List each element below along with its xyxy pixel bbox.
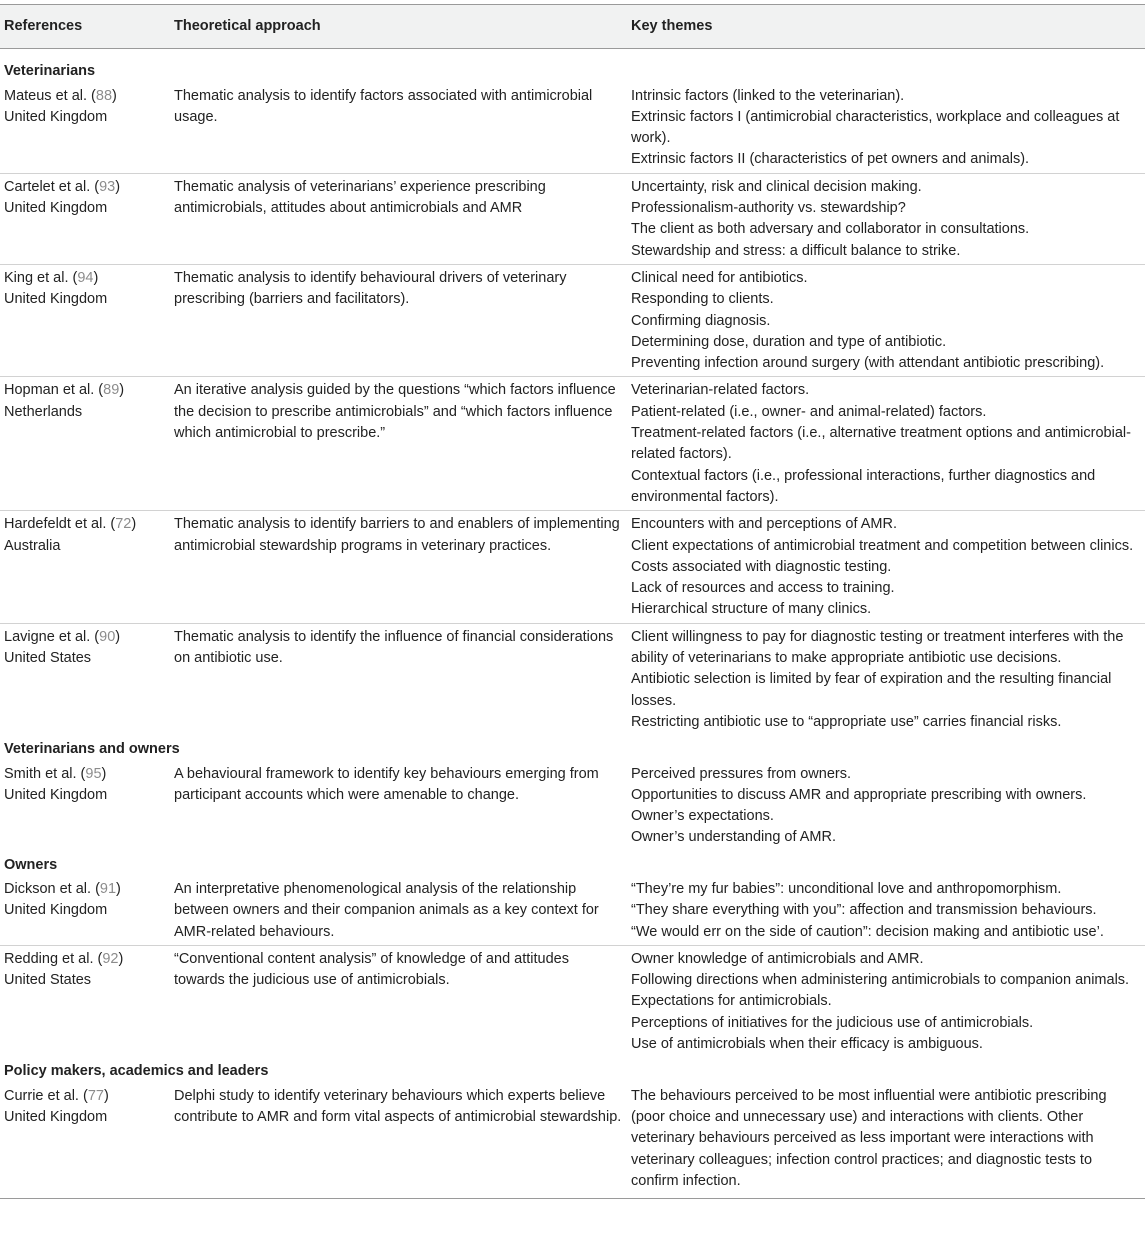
reference-country: United Kingdom	[4, 1108, 108, 1125]
table-row	[0, 511, 1145, 623]
reference-country: Netherlands	[4, 403, 83, 420]
table-row	[0, 377, 1145, 511]
reference-author: Cartelet et al. (	[4, 178, 100, 195]
theme-item: Intrinsic factors (linked to the veterinarian).	[631, 87, 905, 104]
reference-country: United Kingdom	[4, 902, 108, 919]
approach-cell: A behavioural framework to identify key behaviours emerging from participant accounts which were amenable to change.	[174, 765, 599, 803]
reference-close-paren: )	[103, 1087, 109, 1104]
section-title: Owners	[4, 856, 58, 873]
theme-item: Client willingness to pay for diagnostic testing or treatment interferes with the ability of veterinarians to make appropriate antibiotic use decisions.	[631, 628, 1124, 667]
theme-item: Lack of resources and access to training.	[631, 580, 895, 597]
reference-line	[4, 627, 166, 648]
reference-close-paren: )	[119, 382, 125, 399]
table-row	[0, 761, 1145, 851]
reference-country: United Kingdom	[4, 200, 108, 217]
section-row	[0, 49, 1145, 83]
section-title: Policy makers, academics and leaders	[4, 1063, 269, 1080]
reference-number-link[interactable]: 92	[102, 950, 119, 967]
reference-number-link[interactable]: 88	[95, 87, 113, 104]
reference-line	[4, 380, 166, 401]
themes-cell	[627, 83, 1145, 174]
theme-item: The client as both adversary and collaborator in consultations.	[631, 221, 1030, 238]
themes-cell	[627, 173, 1145, 264]
themes-cell	[627, 876, 1145, 945]
table-row	[0, 945, 1145, 1057]
reference-close-paren: )	[131, 516, 137, 533]
theme-item: Clinical need for antibiotics.	[631, 269, 808, 286]
themes-cell	[627, 761, 1145, 851]
approach-cell: Delphi study to identify veterinary behaviours which experts believe contribute to AMR and form vital aspects of antimicrobial stewardship.	[170, 1083, 627, 1199]
themes-cell	[627, 945, 1145, 1057]
reference-close-paren: )	[115, 628, 121, 645]
section-row	[0, 735, 1145, 760]
reference-author: Hopman et al. (	[4, 382, 104, 399]
reference-line	[4, 177, 166, 198]
reference-country: United States	[4, 650, 92, 667]
theme-item: Professionalism-authority vs. stewardship?	[631, 200, 906, 217]
theme-item: Use of antimicrobials when their efficacy is ambiguous.	[631, 1036, 983, 1053]
reference-author: Mateus et al. (	[4, 87, 96, 104]
reference-cell	[0, 173, 170, 264]
reference-cell	[0, 377, 170, 511]
reference-close-paren: )	[112, 87, 117, 104]
reference-cell	[0, 876, 170, 945]
reference-line	[4, 268, 166, 289]
header-themes: Key themes	[627, 5, 1145, 49]
reference-close-paren: )	[115, 178, 121, 195]
theme-item: Client expectations of antimicrobial treatment and competition between clinics.	[631, 537, 1134, 554]
reference-number-link[interactable]: 72	[115, 516, 132, 533]
theme-item: Extrinsic factors I (antimicrobial characteristics, workplace and colleagues at work).	[631, 108, 1120, 147]
reference-country: United Kingdom	[4, 108, 108, 125]
table-row	[0, 1083, 1145, 1199]
approach-cell: An iterative analysis guided by the questions “which factors influence the decision to prescribe antimicrobials” and “which factors influence which antimicrobial to prescribe.”	[170, 377, 627, 511]
theme-item: Patient-related (i.e., owner- and animal-related) factors.	[631, 403, 987, 420]
reference-cell	[0, 623, 170, 735]
reference-author: Dickson et al. (	[4, 880, 100, 897]
table-header	[0, 5, 1145, 49]
reference-line	[4, 879, 166, 900]
reference-cell	[0, 83, 170, 174]
theme-item: Encounters with and perceptions of AMR.	[631, 516, 897, 533]
reference-country: United States	[4, 972, 92, 989]
table-body	[0, 49, 1145, 1199]
reference-country: United Kingdom	[4, 291, 108, 308]
reference-cell	[0, 1083, 170, 1199]
theme-item: Treatment-related factors (i.e., alternative treatment options and antimicrobial-related factors).	[631, 425, 1131, 463]
reference-author: Redding et al. (	[4, 950, 103, 967]
theme-item: Expectations for antimicrobials.	[631, 993, 832, 1010]
reference-country: Australia	[4, 537, 61, 554]
approach-cell: Thematic analysis of veterinarians’ experience prescribing antimicrobials, attitudes about antimicrobials and AMR	[170, 173, 627, 264]
section-title: Veterinarians and owners	[4, 741, 180, 758]
reference-number-link[interactable]: 89	[103, 382, 120, 399]
reference-cell	[0, 264, 170, 376]
theme-item: Contextual factors (i.e., professional interactions, further diagnostics and environmental factors).	[631, 467, 1096, 505]
table-row	[0, 623, 1145, 735]
theme-item: Owner’s expectations.	[631, 808, 774, 825]
reference-number-link[interactable]: 77	[87, 1087, 104, 1104]
reference-line	[4, 764, 166, 785]
section-title: Veterinarians	[4, 63, 96, 80]
reference-author: Lavigne et al. (	[4, 628, 100, 645]
themes-cell	[627, 264, 1145, 376]
reference-close-paren: )	[118, 950, 124, 967]
header-references: References	[0, 5, 170, 49]
themes-cell	[627, 1083, 1145, 1199]
reference-author: King et al. (	[4, 269, 78, 286]
theme-item: Veterinarian-related factors.	[631, 382, 810, 399]
reference-close-paren: )	[116, 880, 121, 897]
reference-line	[4, 949, 166, 970]
themes-cell	[627, 511, 1145, 623]
theme-item: Responding to clients.	[631, 291, 774, 308]
approach-cell: An interpretative phenomenological analysis of the relationship between owners and their companion animals as a key context for AMR-related behaviours.	[170, 876, 627, 945]
approach-cell: Thematic analysis to identify factors associated with antimicrobial usage.	[170, 83, 627, 174]
reference-number-link[interactable]: 94	[77, 269, 94, 286]
table-row	[0, 173, 1145, 264]
header-approach: Theoretical approach	[170, 5, 627, 49]
reference-cell	[0, 945, 170, 1057]
section-row	[0, 851, 1145, 876]
reference-author: Currie et al. (	[4, 1087, 88, 1104]
reference-number-link[interactable]: 91	[99, 880, 117, 897]
theme-item: Perceptions of initiatives for the judicious use of antimicrobials.	[631, 1014, 1034, 1031]
studies-table	[0, 4, 1145, 1199]
theme-item: Antibiotic selection is limited by fear of expiration and the resulting financial losses.	[631, 671, 1112, 709]
theme-item: Hierarchical structure of many clinics.	[631, 601, 872, 618]
theme-item: Preventing infection around surgery (with attendant antibiotic prescribing).	[631, 355, 1105, 372]
theme-item: Extrinsic factors II (characteristics of pet owners and animals).	[631, 151, 1030, 168]
theme-item: Determining dose, duration and type of antibiotic.	[631, 333, 947, 350]
table-row	[0, 876, 1145, 945]
theme-item: “We would err on the side of caution”: decision making and antibiotic use’.	[631, 923, 1104, 940]
themes-cell	[627, 377, 1145, 511]
reference-number-link[interactable]: 95	[85, 765, 102, 782]
reference-line	[4, 86, 166, 107]
reference-number-link[interactable]: 90	[99, 628, 116, 645]
theme-item: Confirming diagnosis.	[631, 312, 771, 329]
theme-item: Costs associated with diagnostic testing.	[631, 558, 892, 575]
reference-author: Hardefeldt et al. (	[4, 516, 116, 533]
reference-author: Smith et al. (	[4, 765, 86, 782]
themes-cell	[627, 623, 1145, 735]
theme-item: The behaviours perceived to be most influential were antibiotic prescribing (poor choice and unnecessary use) and interactions with clients. Other veterinary behaviours perceived as less important were interactions with veterinary colleagues; infection control practices; and diagnostic tests to confirm infection.	[631, 1087, 1107, 1189]
theme-item: Stewardship and stress: a difficult balance to strike.	[631, 242, 961, 259]
table-row	[0, 83, 1145, 174]
theme-item: Owner knowledge of antimicrobials and AMR.	[631, 950, 924, 967]
reference-number-link[interactable]: 93	[99, 178, 116, 195]
approach-cell: Thematic analysis to identify the influence of financial considerations on antibiotic use.	[174, 628, 614, 667]
theme-item: “They’re my fur babies”: unconditional love and anthropomorphism.	[631, 880, 1062, 897]
theme-item: Perceived pressures from owners.	[631, 765, 851, 782]
reference-close-paren: )	[101, 765, 107, 782]
reference-country: United Kingdom	[4, 786, 108, 803]
reference-close-paren: )	[93, 269, 99, 286]
theme-item: Following directions when administering antimicrobials to companion animals.	[631, 972, 1130, 989]
approach-cell: Thematic analysis to identify barriers to and enablers of implementing antimicrobial stewardship programs in veterinary practices.	[170, 511, 627, 623]
reference-cell	[0, 511, 170, 623]
theme-item: “They share everything with you”: affection and transmission behaviours.	[631, 902, 1097, 919]
reference-cell	[0, 761, 170, 851]
reference-line	[4, 514, 166, 535]
table-row	[0, 264, 1145, 376]
theme-item: Uncertainty, risk and clinical decision making.	[631, 178, 922, 195]
approach-cell: Thematic analysis to identify behavioural drivers of veterinary prescribing (barriers and facilitators).	[170, 264, 627, 376]
reference-line	[4, 1086, 166, 1107]
approach-cell: “Conventional content analysis” of knowledge of and attitudes towards the judicious use of antimicrobials.	[174, 950, 569, 989]
section-row	[0, 1057, 1145, 1082]
theme-item: Owner’s understanding of AMR.	[631, 829, 836, 846]
theme-item: Restricting antibiotic use to “appropriate use” carries financial risks.	[631, 713, 1062, 730]
theme-item: Opportunities to discuss AMR and appropriate prescribing with owners.	[631, 786, 1087, 803]
